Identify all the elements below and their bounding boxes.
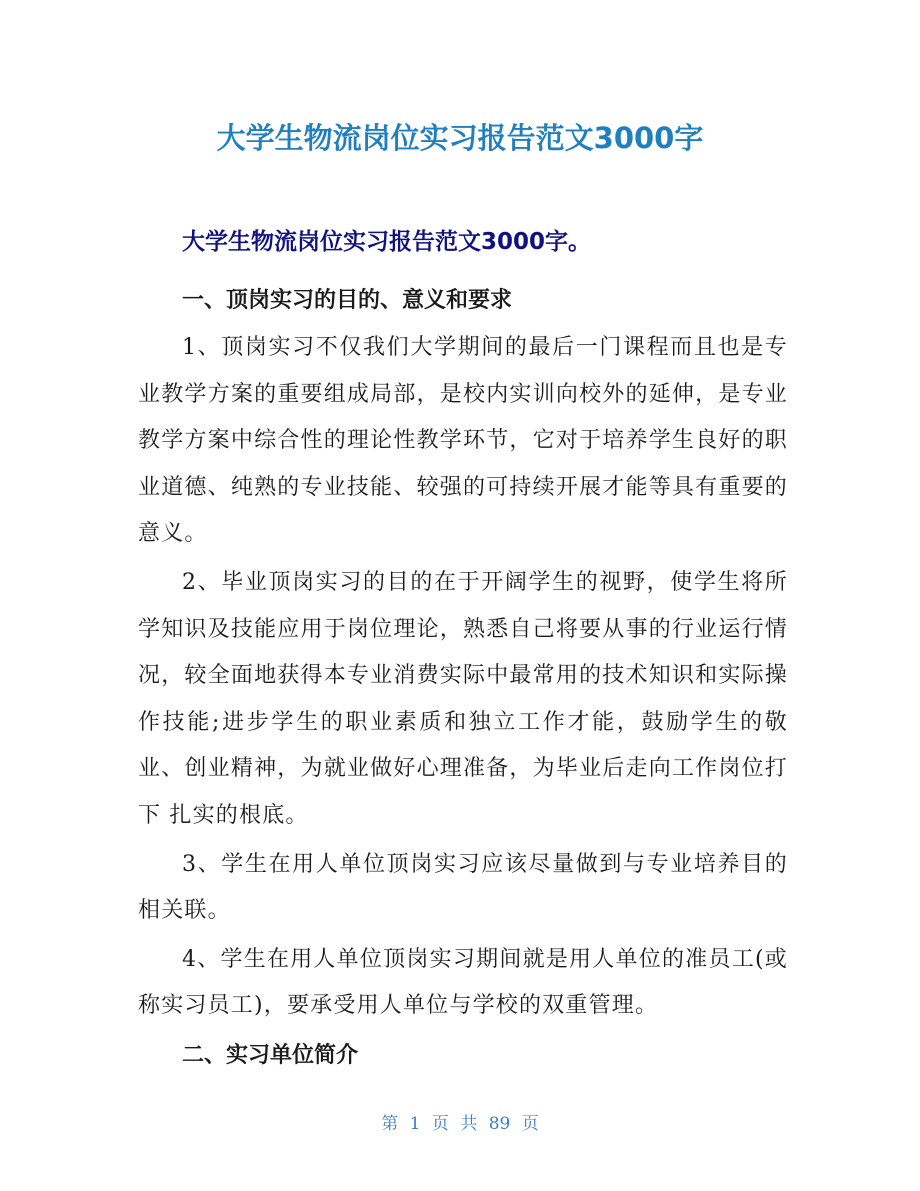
paragraph-1: 1、顶岗实习不仅我们大学期间的最后一门课程而且也是专业教学方案的重要组成局部，是校内实训向校外的延伸，是专业教学方案中综合性的理论性教学环节，它对于培养学生良好的职业道德、纯熟的专业技能、较强的可持续开展才能等具有重要的意义。 xyxy=(138,335,788,547)
page-number-footer: 第 1 页 共 89 页 xyxy=(381,1114,539,1134)
document-subtitle: 大学生物流岗位实习报告范文3000字。 xyxy=(182,229,592,255)
paragraph-4: 4、学生在用人单位顶岗实习期间就是用人单位的准员工(或称实习员工)，要承受用人单位与学校的双重管理。 xyxy=(138,946,788,1019)
section-heading-2: 二、实习单位简介 xyxy=(182,1041,359,1068)
paragraph-3: 3、学生在用人单位顶岗实习应该尽量做到与专业培养目的相关联。 xyxy=(138,851,788,924)
document-body xyxy=(138,219,788,1080)
document-title: 大学生物流岗位实习报告范文3000字 xyxy=(216,121,704,155)
paragraph-2: 2、毕业顶岗实习的目的在于开阔学生的视野，使学生将所学知识及技能应用于岗位理论，熟悉自己将要从事的行业运行情况，较全面地获得本专业消费实际中最常用的技术知识和实际操作技能;进步学生的职业素质和独立工作才能，鼓励学生的敬业、创业精神，为就业做好心理准备，为毕业后走向工作岗位打下 扎实的根底。 xyxy=(138,569,788,828)
section-heading-1: 一、顶岗实习的目的、意义和要求 xyxy=(182,287,513,313)
